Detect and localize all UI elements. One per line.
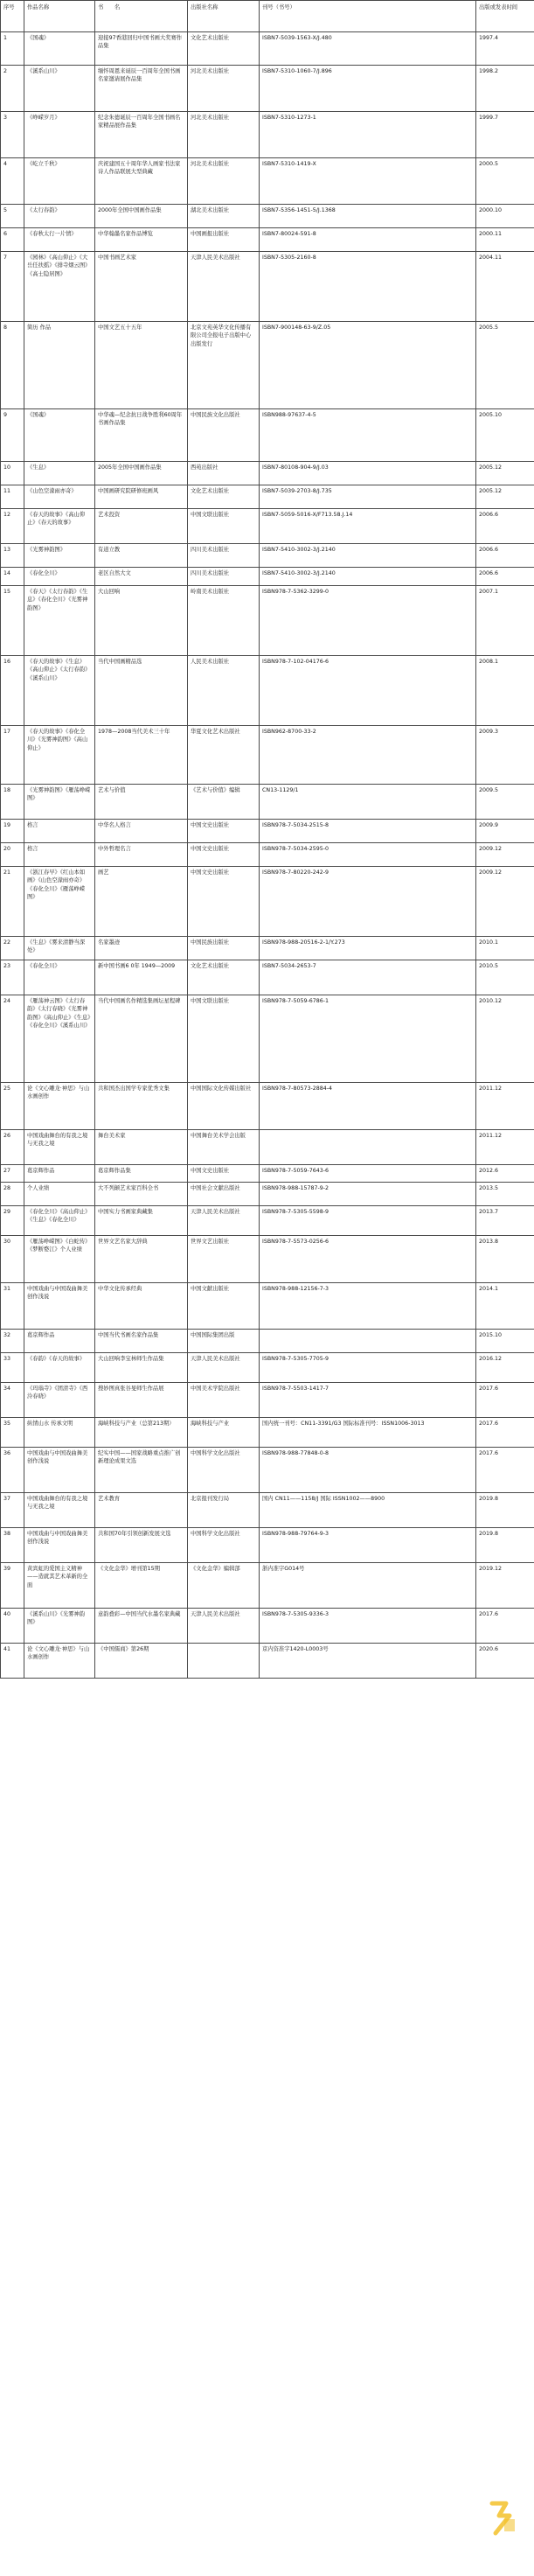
row-publisher: 河北美术出版社 (188, 66, 260, 112)
row-date: 2014.1 (476, 1283, 534, 1330)
row-date: 1998.2 (476, 66, 534, 112)
row-work-title: 《园林》《高山仰止》《大岳任扶摇》《排寺烟云图》《高士隐居图》 (24, 252, 95, 322)
row-isbn: ISBN978-7-102-04176-6 (260, 656, 476, 726)
row-isbn: ISBN978-7-5362-3299-0 (260, 586, 476, 656)
row-index: 24 (1, 995, 24, 1083)
table-row (1, 462, 534, 485)
row-isbn (260, 1130, 476, 1165)
row-book-title: 《文化金华》增刊第15期 (95, 1563, 188, 1609)
row-publisher: 北京报刊发行局 (188, 1493, 260, 1528)
table-row (1, 867, 534, 937)
row-date: 2016.12 (476, 1353, 534, 1383)
row-isbn: ISBN7-5034-2653-7 (260, 960, 476, 995)
row-book-title: 老区自然大文 (95, 568, 188, 586)
row-index: 38 (1, 1528, 24, 1563)
table-row (1, 1563, 534, 1609)
logo-watermark-icon (487, 2500, 518, 2537)
row-work-title: 《太行春韵》 (24, 205, 95, 228)
row-isbn: ISBN7-80024-591-8 (260, 228, 476, 252)
row-isbn: 国内 CN11——1158/J 国际 ISSN1002——8900 (260, 1493, 476, 1528)
table-row (1, 820, 534, 843)
row-book-title: 名家墨迹 (95, 937, 188, 960)
row-publisher: 中国科学文化出版社 (188, 1448, 260, 1493)
row-index: 32 (1, 1330, 24, 1353)
table-row (1, 1236, 534, 1283)
row-book-title: 中外哲理名言 (95, 843, 188, 867)
row-publisher: 四川美术出版社 (188, 568, 260, 586)
row-publisher: 文化艺术出版社 (188, 485, 260, 509)
row-publisher: 中国国际文化传媒出版社 (188, 1083, 260, 1130)
row-index: 34 (1, 1383, 24, 1418)
row-index: 15 (1, 586, 24, 656)
row-work-title: 《春化全川》 (24, 960, 95, 995)
row-book-title: 大山回响李宝林师生作品集 (95, 1353, 188, 1383)
row-work-title: 论《文心雕龙·神思》与山水画创作 (24, 1644, 95, 1679)
row-index: 11 (1, 485, 24, 509)
table-row (1, 960, 534, 995)
table-row (1, 1609, 534, 1644)
row-work-title: 《溪系山川》《光雾神韵图》 (24, 1609, 95, 1644)
row-book-title: 搜妙图真张谷旻师生作品展 (95, 1383, 188, 1418)
row-book-title: 艺术投资 (95, 509, 188, 544)
row-isbn: ISBN978-7-5059-6786-1 (260, 995, 476, 1083)
row-work-title: 《春韵》《春天的故事》 (24, 1353, 95, 1383)
row-publisher: 天津人民美术出版社 (188, 252, 260, 322)
row-work-title: 《溪系山川》 (24, 66, 95, 112)
row-index: 37 (1, 1493, 24, 1528)
row-book-title: 中国书画艺术家 (95, 252, 188, 322)
row-date: 2000.5 (476, 158, 534, 205)
table-row (1, 1418, 534, 1448)
row-index: 25 (1, 1083, 24, 1130)
row-publisher: 天津人民美术出版社 (188, 1353, 260, 1383)
row-publisher: 中国文史出版社 (188, 820, 260, 843)
row-publisher: 中国科学文化出版社 (188, 1528, 260, 1563)
row-work-title: 《春天》《太行春韵》《生息》《春化全川》《光雾神韵图》 (24, 586, 95, 656)
row-book-title: 共和国杰出国学专家优秀文集 (95, 1083, 188, 1130)
table-row (1, 726, 534, 785)
row-publisher: 中国国际集团出版 (188, 1330, 260, 1353)
table-row (1, 252, 534, 322)
row-work-title: 葛京辉作品 (24, 1165, 95, 1183)
row-publisher: 文化艺术出版社 (188, 32, 260, 66)
row-date: 2009.5 (476, 785, 534, 820)
row-isbn: ISBN978-988-20516-2-1/Y.273 (260, 937, 476, 960)
row-date: 2005.5 (476, 322, 534, 409)
row-publisher: 人民美术出版社 (188, 656, 260, 726)
row-publisher: 中国舞台美术学会出版 (188, 1130, 260, 1165)
row-index: 9 (1, 409, 24, 462)
row-isbn: ISBN962-8700-33-2 (260, 726, 476, 785)
row-index: 39 (1, 1563, 24, 1609)
row-book-title: 2000年全国中国画作品集 (95, 205, 188, 228)
row-date: 2017.6 (476, 1383, 534, 1418)
row-work-title: 《国魂》 (24, 409, 95, 462)
table-row (1, 205, 534, 228)
row-publisher: 岭南美术出版社 (188, 586, 260, 656)
row-publisher: 《艺术与价值》编辑 (188, 785, 260, 820)
row-date: 2010.12 (476, 995, 534, 1083)
table-row (1, 1130, 534, 1165)
row-book-title: 1978—2008当代美术三十年 (95, 726, 188, 785)
row-isbn: ISBN988-97637-4-5 (260, 409, 476, 462)
row-index: 12 (1, 509, 24, 544)
header-index: 序号 (1, 1, 24, 32)
row-index: 33 (1, 1353, 24, 1383)
table-row (1, 322, 534, 409)
row-book-title: 海峡科技与产业（总第213期） (95, 1418, 188, 1448)
row-work-title: 个人业绩 (24, 1183, 95, 1206)
row-work-title: 中国戏曲舞台的有我之境与无我之境 (24, 1130, 95, 1165)
row-work-title: 葛京辉作品 (24, 1330, 95, 1353)
row-isbn: ISBN978-7-5034-2515-8 (260, 820, 476, 843)
row-date: 2017.6 (476, 1418, 534, 1448)
row-isbn: ISBN978-7-5503-1417-7 (260, 1383, 476, 1418)
row-isbn: ISBN978-988-15787-9-2 (260, 1183, 476, 1206)
row-book-title: 大山回响 (95, 586, 188, 656)
header-isbn: 刊号（书号） (260, 1, 476, 32)
row-date: 2010.5 (476, 960, 534, 995)
row-isbn: ISBN7-5039-1563-X/J.480 (260, 32, 476, 66)
row-book-title: 意韵叠彩—中国当代水墨名家典藏 (95, 1609, 188, 1644)
row-work-title: 《春天的故事》《春化全川》《光雾神韵图》《高山仰止》 (24, 726, 95, 785)
row-index: 41 (1, 1644, 24, 1679)
row-book-title: 中国实力书画家典藏集 (95, 1206, 188, 1236)
row-isbn: ISBN978-988-77848-0-8 (260, 1448, 476, 1493)
table-row (1, 1206, 534, 1236)
table-header-row (1, 1, 534, 32)
row-book-title: 中国画研究院研修班画风 (95, 485, 188, 509)
table-row (1, 1283, 534, 1330)
row-book-title: 当代中国画名作精选集画坛星程碑 (95, 995, 188, 1083)
row-work-title: 黄宾虹的爱国主义精神——造就其艺术革新的全面 (24, 1563, 95, 1609)
row-publisher: 中国社会文献出版社 (188, 1183, 260, 1206)
row-publisher: 《文化金华》编辑部 (188, 1563, 260, 1609)
row-book-title: 中华文化传承经典 (95, 1283, 188, 1330)
row-book-title: 迎接97香港回归中国书画大奖赛作品集 (95, 32, 188, 66)
row-date: 2019.8 (476, 1493, 534, 1528)
row-index: 21 (1, 867, 24, 937)
row-book-title: 庆祝建国五十周年华人画家书法家诗人作品联展大型典藏 (95, 158, 188, 205)
table-row (1, 1493, 534, 1528)
row-book-title: 艺术教育 (95, 1493, 188, 1528)
table-row (1, 937, 534, 960)
row-date: 2017.6 (476, 1448, 534, 1493)
table-row (1, 409, 534, 462)
table-row (1, 785, 534, 820)
row-book-title: 世界文艺名家大辞典 (95, 1236, 188, 1283)
row-work-title: 《生息》《雾来清静当深处》 (24, 937, 95, 960)
row-work-title: 中国戏曲与中国戏曲舞美创作浅说 (24, 1283, 95, 1330)
row-isbn: ISBN978-7-5305-7705-9 (260, 1353, 476, 1383)
row-index: 36 (1, 1448, 24, 1493)
table-row (1, 228, 534, 252)
row-date: 2020.6 (476, 1644, 534, 1679)
row-isbn: ISBN7-5310-1060-7/J.896 (260, 66, 476, 112)
row-date: 2007.1 (476, 586, 534, 656)
row-index: 18 (1, 785, 24, 820)
row-work-title: 《雁荡神云图》《太行春韵》《太行春晓》《光雾神韵图》《高山仰止》《生息》《春化全川》《溪系山川》 (24, 995, 95, 1083)
table-row (1, 544, 534, 568)
row-isbn: 京内资准字1420-L0003号 (260, 1644, 476, 1679)
row-isbn: ISBN7-5039-2703-8/J.735 (260, 485, 476, 509)
row-publisher: 中国文联出版社 (188, 509, 260, 544)
row-work-title: 简历 作品 (24, 322, 95, 409)
row-work-title: 《山色空濛雨亦奇》 (24, 485, 95, 509)
row-index: 7 (1, 252, 24, 322)
row-work-title: 《春秋太行一片情》 (24, 228, 95, 252)
row-isbn: ISBN7-5410-3002-3/J.2140 (260, 544, 476, 568)
row-publisher: 中国画报出版社 (188, 228, 260, 252)
row-book-title: 艺术与价值 (95, 785, 188, 820)
row-date: 2006.6 (476, 509, 534, 544)
row-publisher: 四川美术出版社 (188, 544, 260, 568)
row-index: 29 (1, 1206, 24, 1236)
row-isbn: ISBN7-5410-3002-3/J.2140 (260, 568, 476, 586)
table-row (1, 1165, 534, 1183)
row-isbn: ISBN7-5310-1419-X (260, 158, 476, 205)
row-work-title: 《屹立千秋》 (24, 158, 95, 205)
row-work-title: 《春化全川》《高山仰止》《生息》《春化全川》 (24, 1206, 95, 1236)
row-book-title: 2005年全国中国画作品集 (95, 462, 188, 485)
row-date: 2019.12 (476, 1563, 534, 1609)
table-row (1, 66, 534, 112)
row-publisher: 海峡科技与产业 (188, 1418, 260, 1448)
table-row (1, 485, 534, 509)
table-row (1, 586, 534, 656)
row-work-title: 《雁荡峥嵘图》《白蛇传》《梦断婺江》个人业绩 (24, 1236, 95, 1283)
row-book-title: 画艺 (95, 867, 188, 937)
table-row (1, 158, 534, 205)
row-work-title: 《峥嵘岁月》 (24, 112, 95, 158)
header-work-title: 作品名称 (24, 1, 95, 32)
row-index: 2 (1, 66, 24, 112)
row-isbn: ISBN978-7-80220-242-9 (260, 867, 476, 937)
row-work-title: 中国戏曲与中国戏曲舞美创作浅说 (24, 1528, 95, 1563)
row-date: 2009.3 (476, 726, 534, 785)
row-isbn: ISBN978-988-79764-9-3 (260, 1528, 476, 1563)
row-isbn: CN13-1129/1 (260, 785, 476, 820)
row-index: 8 (1, 322, 24, 409)
table-row (1, 1448, 534, 1493)
row-isbn: ISBN978-7-5573-0256-6 (260, 1236, 476, 1283)
row-publisher: 文化艺术出版社 (188, 960, 260, 995)
row-isbn: ISBN7-5059-5016-X/F713.58.J.14 (260, 509, 476, 544)
row-date: 2010.1 (476, 937, 534, 960)
row-isbn: 国内统一刊号：CN11-3391/G3 国际标准刊号：ISSN1006-3013 (260, 1418, 476, 1448)
table-row (1, 656, 534, 726)
row-index: 22 (1, 937, 24, 960)
table-row (1, 568, 534, 586)
row-work-title: 《玛瑙寺》《团清寺》《西泠春晓》 (24, 1383, 95, 1418)
table-row (1, 843, 534, 867)
row-book-title: 纪念朱德诞辰一百周年全国书画名家精品展作品集 (95, 112, 188, 158)
row-publisher: 中国文联出版社 (188, 995, 260, 1083)
row-index: 35 (1, 1418, 24, 1448)
row-index: 26 (1, 1130, 24, 1165)
row-index: 10 (1, 462, 24, 485)
table-row (1, 1330, 534, 1353)
table-row (1, 1183, 534, 1206)
row-publisher: 中国美术学院出版社 (188, 1383, 260, 1418)
table-row (1, 509, 534, 544)
row-publisher: 中国文史出版社 (188, 1165, 260, 1183)
table-row (1, 1528, 534, 1563)
row-date: 2015.10 (476, 1330, 534, 1353)
row-work-title: 《春天的故事》《高山仰止》《春天的故事》 (24, 509, 95, 544)
row-isbn: ISBN978-7-5305-5598-9 (260, 1206, 476, 1236)
row-index: 6 (1, 228, 24, 252)
row-date: 2000.10 (476, 205, 534, 228)
row-book-title: 中华名人格言 (95, 820, 188, 843)
row-publisher: 中国民族文化出版社 (188, 409, 260, 462)
row-publisher: 世界文艺出版社 (188, 1236, 260, 1283)
row-publisher: 河北美术出版社 (188, 158, 260, 205)
row-work-title: 中国戏曲舞台的有我之境与无我之境 (24, 1493, 95, 1528)
table-row (1, 32, 534, 66)
row-index: 27 (1, 1165, 24, 1183)
row-index: 4 (1, 158, 24, 205)
row-isbn: ISBN978-7-5034-2595-0 (260, 843, 476, 867)
row-isbn: ISBN978-7-5059-7643-6 (260, 1165, 476, 1183)
row-work-title: 《春天的故事》《生息》《高山仰止》《太行春韵》《溪系山川》 (24, 656, 95, 726)
row-date: 2005.10 (476, 409, 534, 462)
row-date: 2005.12 (476, 462, 534, 485)
row-isbn: ISBN7-900148-63-9/Z.05 (260, 322, 476, 409)
row-publisher: 天津人民美术出版社 (188, 1609, 260, 1644)
row-date: 2019.8 (476, 1528, 534, 1563)
header-book-title: 书 名 (95, 1, 188, 32)
row-book-title: 当代中国画精品选 (95, 656, 188, 726)
row-book-title: 中华魂—纪念抗日战争胜利60周年书画作品集 (95, 409, 188, 462)
row-isbn (260, 1330, 476, 1353)
row-date: 2009.12 (476, 843, 534, 867)
row-index: 31 (1, 1283, 24, 1330)
row-book-title: 中国当代书画名家作品集 (95, 1330, 188, 1353)
row-work-title: 《光雾神韵图》 (24, 544, 95, 568)
row-book-title: 纪实中国——国家战略重点推广创新理论成果文选 (95, 1448, 188, 1493)
row-date: 2000.11 (476, 228, 534, 252)
row-isbn: ISBN7-5310-1273-1 (260, 112, 476, 158)
row-index: 30 (1, 1236, 24, 1283)
row-book-title: 共和国70年引领创新发展文选 (95, 1528, 188, 1563)
table-row (1, 1353, 534, 1383)
row-index: 23 (1, 960, 24, 995)
row-isbn: ISBN978-988-12156-7-3 (260, 1283, 476, 1330)
row-publisher: 中国文史出版社 (188, 867, 260, 937)
row-isbn: ISBN7-5356-1451-5/J.1368 (260, 205, 476, 228)
row-publisher: 中国文献出版社 (188, 1283, 260, 1330)
row-isbn: ISBN978-7-5305-9336-3 (260, 1609, 476, 1644)
row-index: 28 (1, 1183, 24, 1206)
row-isbn: ISBN978-7-80573-2884-4 (260, 1083, 476, 1130)
row-publisher: 天津人民美术出版社 (188, 1206, 260, 1236)
row-publisher: 中国民族出版社 (188, 937, 260, 960)
row-book-title: 舞台美术家 (95, 1130, 188, 1165)
row-date: 2013.7 (476, 1206, 534, 1236)
row-date: 2008.1 (476, 656, 534, 726)
row-publisher: 西苑出版社 (188, 462, 260, 485)
row-publisher: 华夏文化艺术出版社 (188, 726, 260, 785)
row-book-title: 《中国儒商》第26期 (95, 1644, 188, 1679)
row-book-title: 缅怀周恩来诞辰一百周年全国书画名家邀请展作品集 (95, 66, 188, 112)
row-date: 1997.4 (476, 32, 534, 66)
row-book-title: 大不列颠艺术家百科全书 (95, 1183, 188, 1206)
row-date: 2009.9 (476, 820, 534, 843)
row-work-title: 《国魂》 (24, 32, 95, 66)
row-isbn: ISBN7-80108-904-9/J.03 (260, 462, 476, 485)
row-isbn: 浙内准字G014号 (260, 1563, 476, 1609)
row-work-title: 纵情山水 传承文明 (24, 1418, 95, 1448)
row-work-title: 论《文心雕龙·神思》与山水画创作 (24, 1083, 95, 1130)
row-book-title: 新中国书画6 0年 1949—2009 (95, 960, 188, 995)
table-row (1, 1383, 534, 1418)
row-index: 19 (1, 820, 24, 843)
row-work-title: 《春化全川》 (24, 568, 95, 586)
row-index: 13 (1, 544, 24, 568)
table-row (1, 995, 534, 1083)
row-date: 2013.5 (476, 1183, 534, 1206)
row-date: 2011.12 (476, 1130, 534, 1165)
row-work-title: 格言 (24, 820, 95, 843)
row-work-title: 中国戏曲与中国戏曲舞美创作浅说 (24, 1448, 95, 1493)
row-date: 2006.6 (476, 544, 534, 568)
row-date: 2004.11 (476, 252, 534, 322)
row-publisher (188, 1644, 260, 1679)
table-row (1, 112, 534, 158)
row-book-title: 中国文艺五十五年 (95, 322, 188, 409)
row-publisher: 中国文史出版社 (188, 843, 260, 867)
row-index: 5 (1, 205, 24, 228)
header-publisher: 出版社名称 (188, 1, 260, 32)
row-work-title: 《光雾神韵图》《雁荡峥嵘图》 (24, 785, 95, 820)
table-row (1, 1083, 534, 1130)
row-publisher: 北京文苑英华文化传播有限公司全报电子出版中心出版发行 (188, 322, 260, 409)
row-book-title: 中华翰墨名家作品博览 (95, 228, 188, 252)
row-work-title: 格言 (24, 843, 95, 867)
row-index: 14 (1, 568, 24, 586)
row-book-title: 有道立教 (95, 544, 188, 568)
row-work-title: 《浙江春早》《红山本如画》《山色空濛雨亦奇》《春化全川》《雁荡峥嵘图》 (24, 867, 95, 937)
row-date: 2005.12 (476, 485, 534, 509)
row-publisher: 湖北美术出版社 (188, 205, 260, 228)
row-index: 40 (1, 1609, 24, 1644)
row-index: 3 (1, 112, 24, 158)
row-index: 16 (1, 656, 24, 726)
row-date: 2012.6 (476, 1165, 534, 1183)
row-date: 2017.6 (476, 1609, 534, 1644)
row-date: 2006.6 (476, 568, 534, 586)
row-work-title: 《生息》 (24, 462, 95, 485)
row-isbn: ISBN7-5305-2160-8 (260, 252, 476, 322)
row-index: 17 (1, 726, 24, 785)
table-row (1, 1644, 534, 1679)
row-date: 2011.12 (476, 1083, 534, 1130)
row-book-title: 葛京辉作品集 (95, 1165, 188, 1183)
row-publisher: 河北美术出版社 (188, 112, 260, 158)
row-date: 2009.12 (476, 867, 534, 937)
row-index: 1 (1, 32, 24, 66)
row-date: 1999.7 (476, 112, 534, 158)
header-date: 出版或发表时间 (476, 1, 534, 32)
row-index: 20 (1, 843, 24, 867)
row-date: 2013.8 (476, 1236, 534, 1283)
